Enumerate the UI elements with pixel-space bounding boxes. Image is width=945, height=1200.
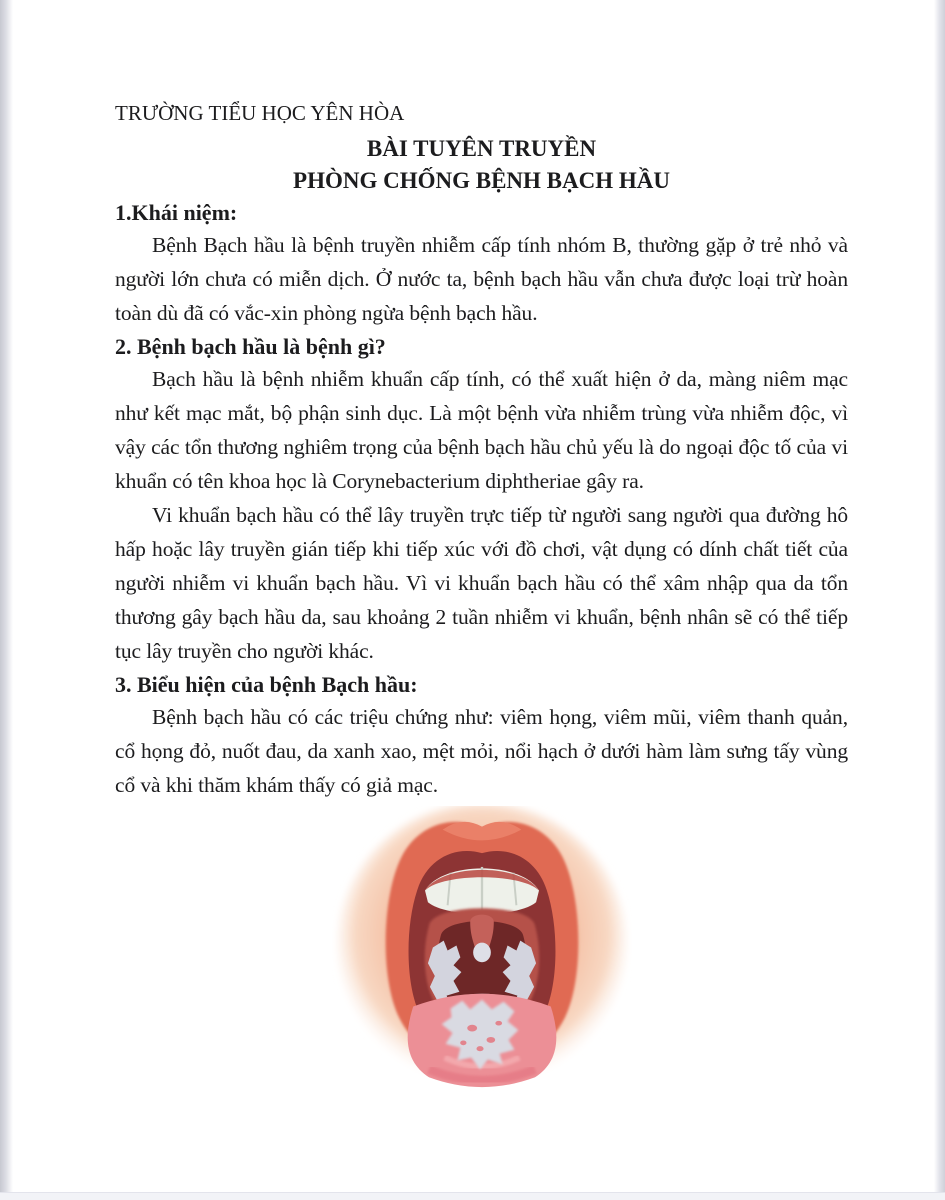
membrane-spot	[476, 1046, 483, 1051]
photo-edge-left	[0, 0, 13, 1200]
photo-edge-right	[934, 0, 945, 1200]
document-page	[115, 100, 848, 1091]
section-2-paragraph-2: Vi khuẩn bạch hầu có thể lây truyền trực tiếp từ người sang người qua đường hô hấp hoặc lây truyền gián tiếp khi tiếp xúc với đồ chơi, vật dụng có dính chất tiết của người nhiễm vi khuẩn bạch hầu. Vì vi khuẩn bạch hầu có thể xâm nhập qua da tổn thương gây bạch hầu da, sau khoảng 2 tuần nhiễm vi khuẩn, bệnh nhân sẽ có thể tiếp tục lây truyền cho người khác.	[115, 503, 848, 663]
school-name: TRƯỜNG TIỂU HỌC YÊN HÒA	[115, 101, 405, 125]
uvula-membrane-patch	[473, 943, 491, 963]
section-1-heading: 1.Khái niệm:	[115, 200, 238, 225]
section-3-heading: 3. Biểu hiện của bệnh Bạch hầu:	[115, 672, 418, 697]
section-2-paragraph-1: Bạch hầu là bệnh nhiễm khuẩn cấp tính, có thể xuất hiện ở da, màng niêm mạc như kết mạc mắt, bộ phận sinh dục. Là một bệnh vừa nhiễm trùng vừa nhiễm độc, vì vậy các tổn thương nghiêm trọng của bệnh bạch hầu chủ yếu là do ngoại độc tố của vi khuẩn có tên khoa học là Corynebacterium diphtheriae gây ra.	[115, 367, 848, 493]
photo-edge-bottom	[0, 1192, 945, 1200]
section-3-paragraph-1: Bệnh bạch hầu có các triệu chứng như: viêm họng, viêm mũi, viêm thanh quản, cổ họng đỏ, nuốt đau, da xanh xao, mệt mỏi, nổi hạch ở dưới hàm làm sưng tấy vùng cổ và khi thăm khám thấy có giả mạc.	[115, 705, 848, 797]
section-2-heading: 2. Bệnh bạch hầu là bệnh gì?	[115, 334, 386, 359]
section-1-paragraph-1: Bệnh Bạch hầu là bệnh truyền nhiễm cấp tính nhóm B, thường gặp ở trẻ nhỏ và người lớn chưa có miễn dịch. Ở nước ta, bệnh bạch hầu vẫn chưa được loại trừ hoàn toàn dù đã có vắc-xin phòng ngừa bệnh bạch hầu.	[115, 233, 848, 325]
membrane-spot	[460, 1040, 466, 1045]
membrane-spot	[467, 1025, 477, 1032]
membrane-spot	[495, 1021, 502, 1026]
document-title-line-2: PHÒNG CHỐNG BỆNH BẠCH HẦU	[293, 168, 670, 193]
diphtheria-mouth-illustration	[332, 806, 632, 1091]
document-title-line-1: BÀI TUYÊN TRUYỀN	[366, 136, 597, 161]
membrane-spot	[486, 1037, 495, 1043]
